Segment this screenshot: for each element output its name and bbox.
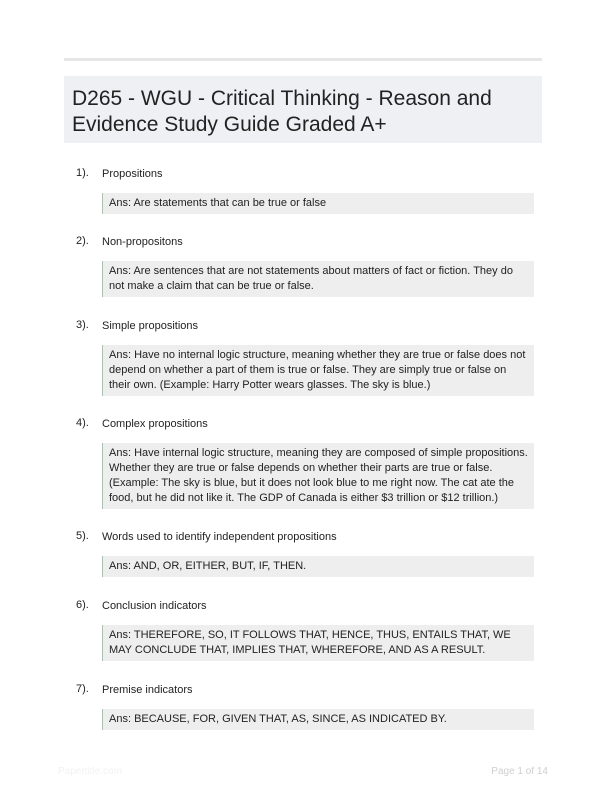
item-question: Complex propositions <box>102 418 208 430</box>
item-answer: Ans: THEREFORE, SO, IT FOLLOWS THAT, HENCE, THUS, ENTAILS THAT, WE MAY CONCLUDE THAT, IMPLIES THAT, WHEREFORE, AND AS A RESULT. <box>102 625 534 661</box>
item-answer: Ans: Are statements that can be true or false <box>102 193 534 214</box>
item-number: 6). <box>76 599 89 611</box>
item-answer: Ans: AND, OR, EITHER, BUT, IF, THEN. <box>102 556 534 577</box>
header-divider <box>64 58 542 61</box>
item-question: Premise indicators <box>102 684 193 696</box>
item-answer: Ans: BECAUSE, FOR, GIVEN THAT, AS, SINCE, AS INDICATED BY. <box>102 709 534 730</box>
document-title: D265 - WGU - Critical Thinking - Reason and Evidence Study Guide Graded A+ <box>72 87 492 136</box>
item-number: 7). <box>76 683 89 695</box>
item-answer: Ans: Have no internal logic structure, meaning whether they are true or false does not depend on whether a part of them is true or false. They are simply true or false on their own. (Example: Harry Potter wears glasses. The sky is blue.) <box>102 345 534 396</box>
title-box <box>64 76 542 143</box>
item-number: 4). <box>76 417 89 429</box>
item-number: 2). <box>76 235 89 247</box>
item-question: Conclusion indicators <box>102 600 207 612</box>
item-question: Simple propositions <box>102 320 198 332</box>
page-number: Page 1 of 14 <box>491 766 548 777</box>
item-answer: Ans: Have internal logic structure, meaning they are composed of simple propositions. Whether they are true or false depends on whether their parts are true or false. (Example: The sky is blue, but it does not look blue to me right now. The cat ate the food, but he did not like it. The GDP of Canada is either $3 trillion or $12 trillion.) <box>102 443 534 509</box>
item-number: 5). <box>76 530 89 542</box>
footer-watermark: Papertitle.com <box>58 766 122 777</box>
item-question: Propositions <box>102 168 163 180</box>
item-number: 3). <box>76 319 89 331</box>
item-question: Non-propositons <box>102 236 183 248</box>
item-number: 1). <box>76 167 89 179</box>
item-answer: Ans: Are sentences that are not statements about matters of fact or fiction. They do not make a claim that can be true or false. <box>102 261 534 297</box>
item-question: Words used to identify independent propositions <box>102 531 337 543</box>
